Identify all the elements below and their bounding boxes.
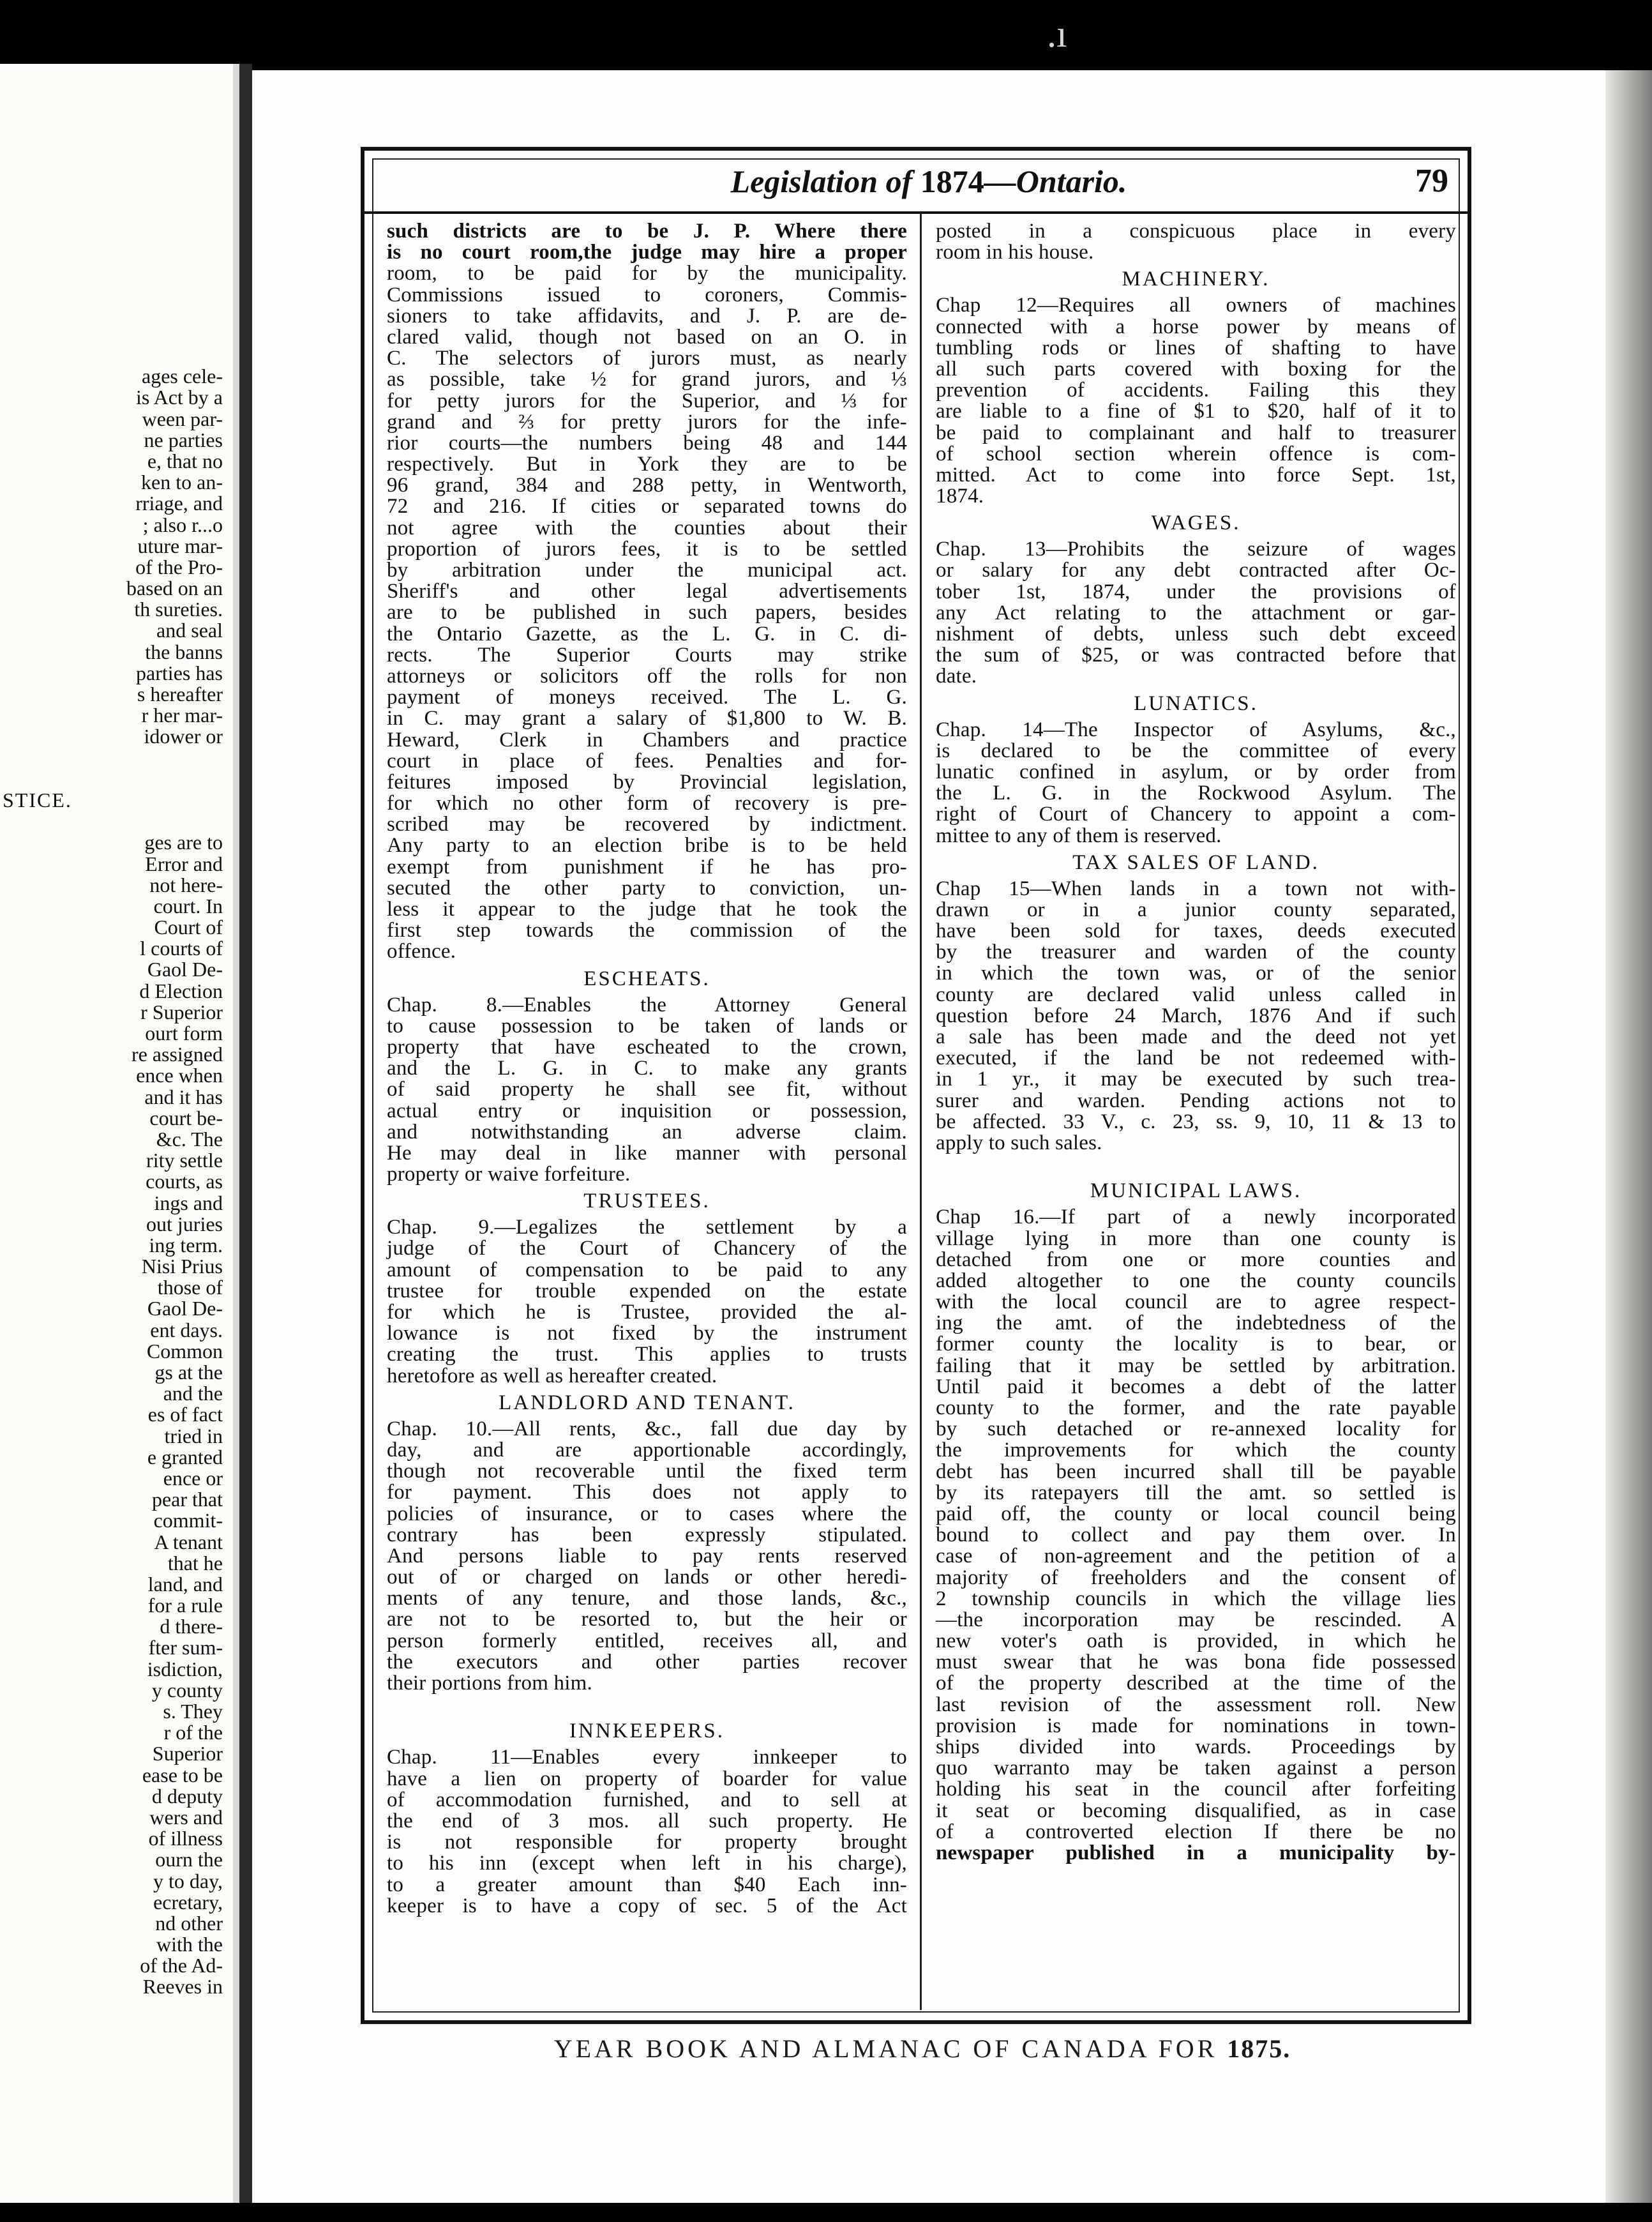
text-line: have a lien on property of boarder for value <box>387 1767 907 1790</box>
facing-page-line: e granted <box>147 1445 223 1469</box>
facing-page-line <box>0 811 227 832</box>
facing-page-line: rity settle <box>146 1149 223 1172</box>
text-line: creating the trust. This applies to trusts <box>387 1343 907 1366</box>
facing-page-line: l courts of <box>140 937 223 960</box>
text-line: village lying in more than one county is <box>936 1227 1456 1250</box>
text-line: by such detached or re-annexed locality for <box>936 1417 1456 1441</box>
text-line: any Act relating to the attachment or gar- <box>936 601 1456 624</box>
facing-page-line: and it has <box>144 1085 223 1108</box>
text-line: exempt from punishment if he has pro- <box>387 855 907 879</box>
text-line: failing that it may be settled by arbitration. <box>936 1354 1456 1377</box>
facing-page-line: ence when <box>136 1064 223 1087</box>
text-line: and notwithstanding an adverse claim. <box>387 1120 907 1144</box>
facing-page-line: r her mar- <box>141 704 223 727</box>
text-line: actual entry or inquisition or possession, <box>387 1099 907 1122</box>
running-header <box>364 151 1468 214</box>
text-line: amount of compensation to be paid to any <box>387 1258 907 1281</box>
facing-page-line: land, and <box>147 1572 223 1596</box>
facing-page-line: of the Pro- <box>135 555 223 578</box>
text-line: contrary has been expressly stipulated. <box>387 1523 907 1546</box>
facing-page-line: Error and <box>145 852 223 875</box>
text-line: Chap. 11—Enables every innkeeper to <box>387 1746 907 1769</box>
text-line: ing the amt. of the indebtedness of the <box>936 1311 1456 1335</box>
facing-page-line: Court of <box>154 916 223 939</box>
page-frame <box>361 147 1471 2024</box>
text-line: by its ratepayers till the amt. so settled is <box>936 1481 1456 1504</box>
facing-page-line: ne parties <box>144 428 223 451</box>
text-line: debt has been incurred shall till be payable <box>936 1460 1456 1483</box>
text-line: is declared to be the committee of every <box>936 739 1456 762</box>
facing-page-line: and the <box>163 1382 223 1405</box>
text-line: tober 1st, 1874, under the provisions of <box>936 580 1456 603</box>
text-line: day, and are apportionable accordingly, <box>387 1438 907 1462</box>
text-line: for which he is Trustee, provided the al- <box>387 1301 907 1324</box>
facing-page-line: courts, as <box>146 1170 223 1193</box>
footer-text: YEAR BOOK AND ALMANAC OF CANADA FOR <box>553 2034 1218 2063</box>
text-line: Chap 12—Requires all owners of machines <box>936 294 1456 317</box>
text-line: apply to such sales. <box>936 1131 1102 1154</box>
text-line: in which the town was, or of the senior <box>936 962 1456 985</box>
text-line: for which no other form of recovery is pre- <box>387 792 907 815</box>
text-line: question before 24 March, 1876 And if such <box>936 1004 1456 1027</box>
facing-page-fragment <box>0 64 239 2203</box>
text-line: majority of freeholders and the consent of <box>936 1566 1456 1589</box>
text-line: Until paid it becomes a debt of the latter <box>936 1375 1456 1398</box>
text-line: first step towards the commission of the <box>387 919 907 942</box>
text-line: Chap. 9.—Legalizes the settlement by a <box>387 1216 907 1239</box>
facing-page-line: d Election <box>139 979 223 1002</box>
text-line: clared valid, though not based on an O. in <box>387 325 907 349</box>
text-line: proportion of jurors fees, it is to be settled <box>387 537 907 561</box>
text-line: paid off, the county or local council being <box>936 1502 1456 1525</box>
text-line: —the incorporation may be rescinded. A <box>936 1608 1456 1631</box>
facing-page-line: y to day, <box>153 1869 223 1893</box>
text-line: be affected. 33 V., c. 23, ss. 9, 10, 11 & 13 to <box>936 1110 1456 1133</box>
text-line: sioners to take affidavits, and J. P. are de- <box>387 304 907 328</box>
book-page <box>252 70 1605 2203</box>
text-line: He may deal in like manner with personal <box>387 1141 907 1165</box>
section-heading: LANDLORD AND TENANT. <box>499 1391 795 1414</box>
text-line: is no court room,the judge may hire a proper <box>387 241 907 264</box>
text-line: feitures imposed by Provincial legislation, <box>387 770 907 794</box>
text-line: such districts are to be J. P. Where there <box>387 220 907 243</box>
facing-page-line <box>0 748 227 769</box>
facing-page-line: s hereafter <box>137 683 223 706</box>
facing-page-line: of the Ad- <box>140 1954 223 1977</box>
facing-page-line: uture mar- <box>137 534 223 557</box>
text-line: not agree with the counties about their <box>387 516 907 540</box>
text-line: prevention of accidents. Failing this they <box>936 379 1456 402</box>
text-line: lowance is not fixed by the instrument <box>387 1322 907 1345</box>
facing-page-line: court. In <box>153 894 223 918</box>
text-line: posted in a conspicuous place in every <box>936 220 1456 243</box>
text-line: of a controverted election If there be no <box>936 1820 1456 1843</box>
text-line: holding his seat in the council after forfeiting <box>936 1778 1456 1801</box>
text-line: Any party to an election bribe is to be held <box>387 834 907 858</box>
text-line: And persons liable to pay rents reserved <box>387 1544 907 1568</box>
text-line: 72 and 216. If cities or separated towns do <box>387 495 907 518</box>
title-year: 1874 <box>920 163 984 199</box>
facing-page-line: rriage, and <box>135 492 223 515</box>
text-line: of school section wherein offence is com- <box>936 442 1456 465</box>
text-line: by the treasurer and warden of the county <box>936 941 1456 964</box>
text-line: have been sold for taxes, deeds executed <box>936 919 1456 943</box>
text-line: of the property described at the time of the <box>936 1672 1456 1695</box>
text-line: their portions from him. <box>387 1672 592 1695</box>
text-line: case of non-agreement and the petition of a <box>936 1545 1456 1568</box>
text-line: are liable to a fine of $1 to $20, half of it to <box>936 400 1456 423</box>
facing-page-line: &c. The <box>156 1127 223 1151</box>
text-line: executed, if the land be not redeemed with- <box>936 1047 1456 1070</box>
section-heading: TAX SALES OF LAND. <box>1072 850 1319 874</box>
text-line: and the L. G. in C. to make any grants <box>387 1057 907 1080</box>
text-line: the Ontario Gazette, as the L. G. in C. di- <box>387 622 907 646</box>
facing-page-line: ken to an- <box>141 471 223 494</box>
text-line: keeper is to have a copy of sec. 5 of the Act <box>387 1894 907 1917</box>
text-line: bound to collect and pay them over. In <box>936 1523 1456 1547</box>
text-line: must swear that he was bona fide possessed <box>936 1651 1456 1674</box>
facing-page-line: ence or <box>163 1466 223 1490</box>
text-line: be paid to complainant and half to treasurer <box>936 421 1456 444</box>
facing-page-line: of illness <box>148 1827 223 1850</box>
section-heading: TRUSTEES. <box>583 1190 710 1213</box>
text-line: respectively. But in York they are to be <box>387 453 907 476</box>
facing-page-line: the banns <box>145 640 223 663</box>
facing-page-line: court be- <box>149 1106 223 1130</box>
text-line: the end of 3 mos. all such property. He <box>387 1809 907 1833</box>
facing-page-line <box>0 345 227 366</box>
text-line: room, to be paid for by the municipality. <box>387 262 907 285</box>
facing-page-line <box>0 769 227 790</box>
text-line: of accommodation furnished, and to sell at <box>387 1788 907 1811</box>
text-line: former county the locality is to bear, or <box>936 1333 1456 1356</box>
facing-page-line: tried in <box>164 1424 223 1447</box>
text-line: the executors and other parties recover <box>387 1650 907 1674</box>
text-line: of said property he shall see fit, without <box>387 1078 907 1101</box>
text-line: county to the former, and the rate payable <box>936 1396 1456 1419</box>
facing-page-line: ent days. <box>150 1318 223 1342</box>
facing-page-line: re assigned <box>131 1043 223 1066</box>
facing-page-line: for a rule <box>147 1594 223 1617</box>
text-line: drawn or in a junior county separated, <box>936 898 1456 921</box>
text-line: offence. <box>387 940 456 964</box>
text-line: are to be published in such papers, besides <box>387 601 907 624</box>
facing-page-line: gs at the <box>154 1361 223 1384</box>
page-edge <box>1605 70 1652 2203</box>
title-suffix: —Ontario. <box>984 163 1127 199</box>
text-line: the improvements for which the county <box>936 1439 1456 1462</box>
facing-page-line: Superior <box>152 1742 223 1765</box>
text-line: court in place of fees. Penalties and for- <box>387 749 907 773</box>
facing-page-line: r Superior <box>140 1000 223 1024</box>
facing-page-line: with the <box>156 1933 223 1956</box>
title-prefix: Legislation of <box>730 163 913 199</box>
facing-page-line: that he <box>167 1551 223 1575</box>
facing-page-line: ween par- <box>142 407 223 430</box>
text-line: payment of moneys received. The L. G. <box>387 686 907 709</box>
text-line: to cause possession to be taken of lands or <box>387 1014 907 1038</box>
facing-page-line: Gaol De- <box>147 1297 223 1320</box>
facing-page-line: fter sum- <box>148 1636 223 1659</box>
facing-page-line: ing term. <box>149 1233 223 1257</box>
facing-page-line: those of <box>157 1276 223 1299</box>
facing-page-line: d deputy <box>151 1784 223 1808</box>
facing-page-line: isdiction, <box>147 1657 223 1681</box>
text-line: room in his house. <box>936 241 1094 264</box>
text-line: ments of any tenure, and those lands, &c., <box>387 1587 907 1610</box>
text-line: scribed may be recovered by indictment. <box>387 813 907 836</box>
facing-page-line: Common <box>146 1339 223 1363</box>
text-line: the L. G. in the Rockwood Asylum. The <box>936 782 1456 805</box>
facing-page-line: not here- <box>149 873 223 896</box>
text-line: rects. The Superior Courts may strike <box>387 643 907 667</box>
text-line: county are declared valid unless called in <box>936 983 1456 1006</box>
text-line: last revision of the assessment roll. New <box>936 1693 1456 1716</box>
section-heading: MACHINERY. <box>1122 268 1270 291</box>
facing-page-text <box>0 345 227 1998</box>
section-heading: WAGES. <box>1151 511 1241 535</box>
page-footer <box>367 2034 1478 2064</box>
text-line: Chap. 13—Prohibits the seizure of wages <box>936 538 1456 561</box>
text-line: to a greater amount than $40 Each inn- <box>387 1873 907 1896</box>
text-line: Commissions issued to coroners, Commis- <box>387 283 907 306</box>
text-line: 2 township councils in which the village lies <box>936 1587 1456 1610</box>
facing-page-line: ourt form <box>145 1022 223 1045</box>
text-line: out of or charged on lands or other heredi- <box>387 1566 907 1589</box>
footer-year: 1875. <box>1227 2034 1291 2063</box>
text-line: or salary for any debt contracted after Oc- <box>936 559 1456 582</box>
text-line: by arbitration under the municipal act. <box>387 559 907 582</box>
text-line: right of Court of Chancery to appoint a com- <box>936 803 1456 826</box>
facing-page-line: idower or <box>144 725 223 748</box>
text-line: secuted the other party to conviction, un- <box>387 876 907 900</box>
facing-page-line: ; also r...o <box>142 513 223 536</box>
text-line: Heward, Clerk in Chambers and practice <box>387 728 907 752</box>
text-line: a sale has been made and the deed not yet <box>936 1025 1456 1048</box>
facing-page-line: ages cele- <box>141 365 223 388</box>
text-line: C. The selectors of jurors must, as nearly <box>387 347 907 370</box>
facing-page-line: is Act by a <box>136 386 223 409</box>
facing-page-line: and seal <box>156 619 223 642</box>
facing-page-line: Gaol De- <box>147 958 223 981</box>
facing-page-line: ecretary, <box>153 1890 223 1914</box>
facing-page-line: es of fact <box>147 1403 223 1426</box>
text-line: person formerly entitled, receives all, and <box>387 1629 907 1652</box>
text-line: less it appear to the judge that he took the <box>387 898 907 921</box>
text-line: provision is made for nominations in town- <box>936 1714 1456 1737</box>
text-line: Sheriff's and other legal advertisements <box>387 580 907 603</box>
text-line: quo warranto may be taken against a person <box>936 1757 1456 1780</box>
text-line: in 1 yr., it may be executed by such trea- <box>936 1068 1456 1091</box>
text-line: property that have escheated to the crown, <box>387 1035 907 1059</box>
text-line: detached from one or more counties and <box>936 1248 1456 1271</box>
text-line: with the local council are to agree respect- <box>936 1290 1456 1314</box>
text-line: all such parts covered with boxing for the <box>936 357 1456 381</box>
text-line: Chap 16.—If part of a newly incorporated <box>936 1205 1456 1229</box>
section-heading: MUNICIPAL LAWS. <box>1090 1179 1302 1203</box>
right-column <box>936 221 1456 1864</box>
book-gutter <box>239 64 252 2203</box>
text-line <box>936 1154 1456 1175</box>
facing-page-line: r of the <box>163 1721 223 1744</box>
text-line: surer and warden. Pending actions not to <box>936 1089 1456 1112</box>
text-line: Chap. 14—The Inspector of Asylums, &c., <box>936 718 1456 741</box>
text-line: are not to be resorted to, but the heir or <box>387 1608 907 1631</box>
facing-page-line: s. They <box>163 1700 223 1723</box>
text-line: newspaper published in a municipality by- <box>936 1841 1456 1864</box>
left-column <box>387 221 907 1917</box>
text-line: for payment. This does not apply to <box>387 1481 907 1504</box>
text-line: as possible, take ½ for grand jurors, and ⅓ <box>387 368 907 391</box>
section-heading: LUNATICS. <box>1134 692 1258 715</box>
facing-page-line: Nisi Prius <box>141 1255 223 1278</box>
column-divider <box>920 213 922 2010</box>
section-heading: ESCHEATS. <box>583 967 710 990</box>
text-line: though not recoverable until the fixed term <box>387 1460 907 1483</box>
text-line: grand and ⅔ for pretty jurors for the infe- <box>387 410 907 434</box>
facing-page-line: wers and <box>149 1805 223 1829</box>
facing-page-line: ourn the <box>155 1848 223 1871</box>
text-line: tumbling rods or lines of shafting to have <box>936 336 1456 359</box>
text-line: judge of the Court of Chancery of the <box>387 1237 907 1260</box>
text-line: added altogether to one the county councils <box>936 1269 1456 1292</box>
running-title <box>364 162 1468 200</box>
text-line: is not responsible for property brought <box>387 1831 907 1854</box>
text-line: trustee for trouble expended on the estate <box>387 1279 907 1303</box>
text-line: policies of insurance, or to cases where the <box>387 1502 907 1525</box>
text-line: 1874. <box>936 485 984 508</box>
text-line: attorneys or solicitors off the rolls for non <box>387 664 907 688</box>
facing-page-line: STICE. <box>3 788 72 812</box>
text-line: mittee to any of them is reserved. <box>936 824 1222 847</box>
facing-page-line: parties has <box>136 661 223 684</box>
text-line: ships divided into wards. Proceedings by <box>936 1735 1456 1758</box>
facing-page-line: out juries <box>146 1212 223 1236</box>
text-line: connected with a horse power by means of <box>936 315 1456 338</box>
text-line: to his inn (except when left in his charge), <box>387 1852 907 1875</box>
text-line: property or waive forfeiture. <box>387 1163 631 1186</box>
text-line: Chap. 10.—All rents, &c., fall due day by <box>387 1417 907 1440</box>
facing-page-line: nd other <box>155 1911 223 1935</box>
text-line: mitted. Act to come into force Sept. 1st, <box>936 463 1456 487</box>
text-line: in C. may grant a salary of $1,800 to W. B. <box>387 707 907 730</box>
facing-page-line: y county <box>151 1678 223 1702</box>
text-line: heretofore as well as hereafter created. <box>387 1364 717 1387</box>
text-line: the sum of $25, or was contracted before that <box>936 644 1456 667</box>
text-line: 96 grand, 384 and 288 petty, in Wentworth, <box>387 474 907 497</box>
text-line: date. <box>936 665 977 688</box>
text-line <box>387 1694 907 1715</box>
facing-page-line: pear that <box>151 1488 223 1511</box>
facing-page-line: based on an <box>126 577 223 600</box>
facing-page-line: commit- <box>153 1509 223 1532</box>
scan-mark: .ı <box>1047 13 1067 55</box>
section-heading: INNKEEPERS. <box>569 1719 725 1743</box>
page-number: 79 <box>1415 163 1448 199</box>
text-line: rior courts—the numbers being 48 and 144 <box>387 431 907 455</box>
facing-page-line: ease to be <box>142 1763 223 1787</box>
facing-page-line: d there- <box>160 1615 223 1638</box>
text-line: lunatic confined in asylum, or by order from <box>936 760 1456 783</box>
facing-page-line: A tenant <box>154 1530 223 1553</box>
text-line: Chap. 8.—Enables the Attorney General <box>387 993 907 1017</box>
text-line: for petty jurors for the Superior, and ⅓ for <box>387 389 907 412</box>
facing-page-line: th sureties. <box>134 598 223 621</box>
facing-page-line: Reeves in <box>142 1975 223 1999</box>
text-line: Chap 15—When lands in a town not with- <box>936 877 1456 900</box>
facing-page-line: ings and <box>154 1191 223 1214</box>
text-line: new voter's oath is provided, in which he <box>936 1629 1456 1653</box>
facing-page-line: ges are to <box>144 831 223 854</box>
text-line: it seat or becoming disqualified, as in case <box>936 1799 1456 1822</box>
facing-page-line: e, that no <box>147 449 223 472</box>
text-line: nishment of debts, unless such debt exceed <box>936 623 1456 646</box>
